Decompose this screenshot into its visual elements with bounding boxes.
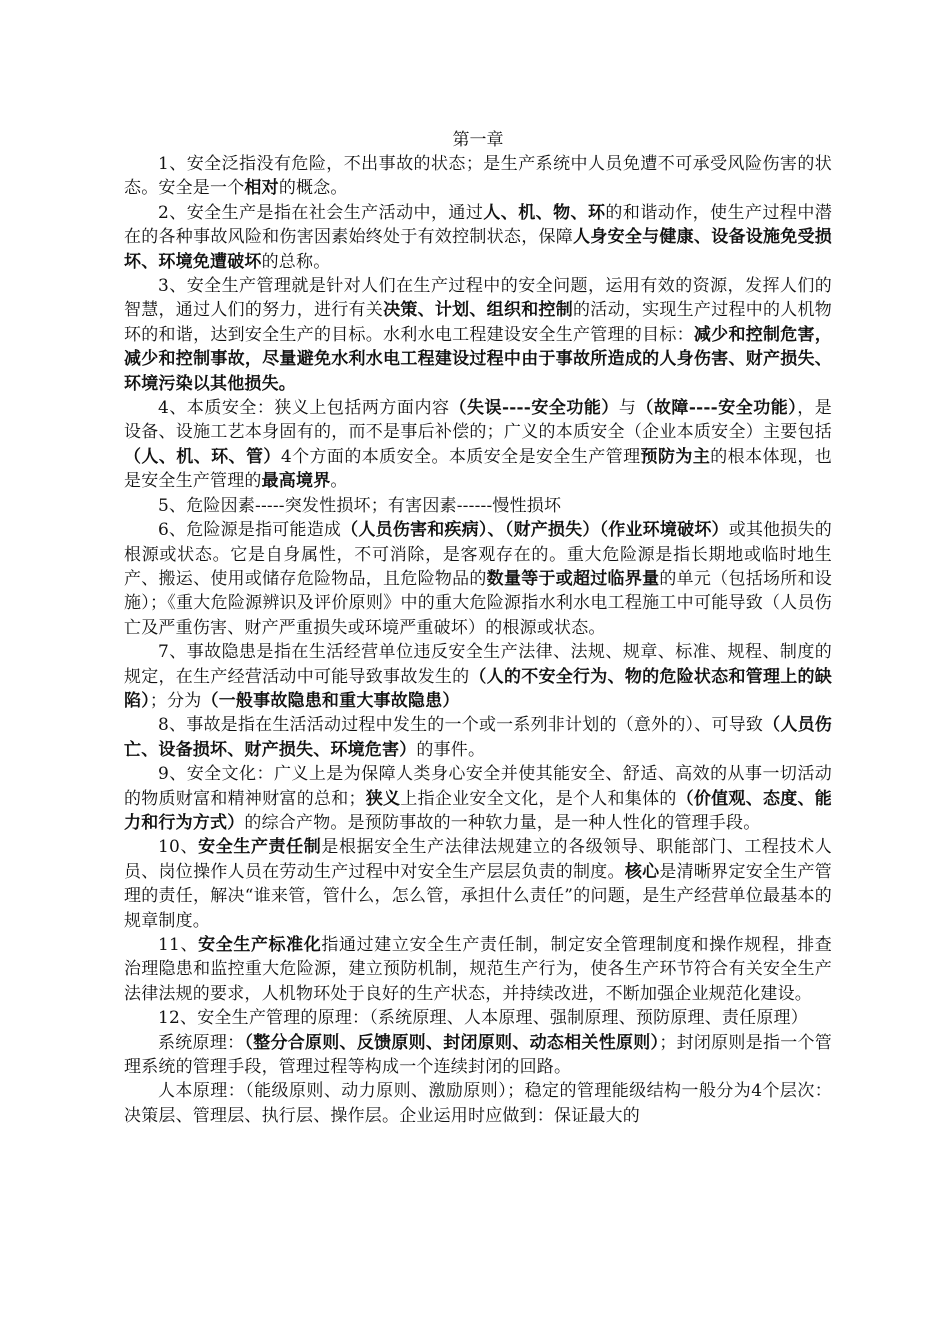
text-run: 与 (618, 398, 637, 419)
text-run: ，是设备、设施工艺本身固有的，而不是事后补偿的；广义的本质安全（企业本质安全）主要包括 (124, 398, 833, 443)
paragraph (124, 640, 832, 713)
bold-text: （人员伤亡、设备损坏、财产损失、环境危害） (124, 715, 832, 760)
paragraph (124, 1031, 832, 1080)
text-run: 7、事故隐患是指在生活经营单位违反安全生产法律、法规、规章、标准、规程、制度的规定，在生产经营活动中可能导致事故发生的 (124, 642, 832, 687)
text-run: 1、安全泛指没有危险，不出事故的状态；是生产系统中人员免遭不可承受风险伤害的状态。安全是一个 (124, 154, 832, 199)
chapter-title: 第一章 (452, 130, 504, 150)
text-run: 人本原理：（能级原则、动力原则、激励原则）；稳定的管理能级结构一般分为4个层次：决策层、管理层、执行层、操作层。企业运用时应做到：保证最大的 (124, 1081, 832, 1126)
text-run: 系统原理： (158, 1032, 245, 1053)
bold-text: 数量等于或超过临界量 (486, 568, 660, 589)
paragraph (124, 518, 832, 640)
bold-text: （故障----安全功能） (636, 398, 798, 419)
text-run: 。 (330, 471, 348, 492)
bold-text: 减少和控制危害，减少和控制事故，尽量避免水利水电工程建设过程中由于事故所造成的人身伤害、财产损失、环境污染以其他损失。 (124, 324, 832, 394)
text-run: 的根本体现，也是安全生产管理的 (124, 446, 832, 492)
bold-text: 狭义 (365, 788, 401, 809)
text-run: 的概念。 (278, 178, 348, 199)
text-run: 上指企业安全文化，是个人和集体的 (400, 788, 677, 809)
paragraph (124, 396, 832, 494)
text-run: 3、安全生产管理就是针对人们在生产过程中的安全问题，运用有效的资源，发挥人们的智慧，通过人们的努力，进行有关 (124, 276, 832, 321)
text-run: 6、危险源是指可能造成 (158, 520, 342, 541)
paragraph (124, 152, 832, 201)
paragraph (124, 762, 832, 835)
bold-text: （人、机、环、管） (124, 446, 281, 467)
paragraph (124, 1006, 832, 1030)
bold-text: 相对 (244, 178, 279, 199)
bold-text: 安全生产标准化 (198, 935, 322, 955)
bold-text: （一般事故隐患和重大事故隐患） (201, 690, 460, 711)
paragraph (124, 713, 832, 762)
bold-text: 决策、计划、组织和控制 (383, 300, 574, 321)
text-run: 9、安全文化：广义上是为保障人类身心安全并使其能安全、舒适、高效的从事一切活动的物质财富和精神财富的总和； (124, 764, 832, 809)
document-page (124, 128, 832, 1128)
text-run: 12、安全生产管理的原理：（系统原理、人本原理、强制原理、预防原理、责任原理） (158, 1008, 808, 1029)
text-run: 5、危险因素-----突发性损坏；有害因素------慢性损坏 (158, 495, 562, 516)
text-run: ；分为 (149, 690, 202, 711)
paragraph (124, 1079, 832, 1128)
text-run: 10、 (158, 837, 199, 858)
paragraph (124, 933, 832, 1006)
paragraph (124, 274, 832, 396)
bold-text: 人、机、物、环 (483, 202, 606, 223)
text-run: 4个方面的本质安全。本质安全是安全生产管理 (280, 446, 641, 467)
text-run: 4、本质安全：狭义上包括两方面内容 (158, 398, 450, 419)
text-run: ；封闭原则是指一个管理系统的管理手段，管理过程等构成一个连续封闭的回路。 (124, 1032, 833, 1078)
bold-text: （整分合原则、反馈原则、封闭原则、动态相关性原则） (244, 1032, 660, 1053)
bold-text: 安全生产责任制 (198, 837, 322, 858)
document-body (124, 152, 832, 1128)
text-run: 或其他损失的根源或状态。它是自身属性，不可消除，是客观存在的。重大危险源是指长期地或临时地生产、搬运、使用或储存危险物品，且危险物品的 (124, 520, 833, 589)
text-run: 的和谐动作，使生产过程中潜在的各种事故风险和伤害因素始终处于有效控制状态，保障 (124, 202, 832, 248)
text-run: 2、安全生产是指在社会生产活动中，通过 (158, 202, 484, 223)
bold-text: 人身安全与健康、设备设施免受损坏、环境免遭破坏 (124, 227, 833, 272)
text-run: 的活动，实现生产过程中的人机物环的和谐，达到安全生产的目标。水利水电工程建设安全生产管理的目标： (124, 300, 833, 345)
text-run: 8、事故是指在生活活动过程中发生的一个或一系列非计划的（意外的）、可导致 (158, 715, 764, 736)
text-run: 的总称。 (261, 251, 331, 272)
bold-text: （价值观、态度、能力和行为方式） (124, 788, 832, 833)
text-run: 指通过建立安全生产责任制，制定安全管理制度和操作规程，排查治理隐患和监控重大危险源，建立预防机制，规范生产行为，使各生产环节符合有关安全生产法律法规的要求，人机物环处于良好的生产状态，并持续改进，不断加强企业规范化建设。 (124, 935, 832, 1004)
text-run: 是清晰界定安全生产管理的责任，解决“谁来管，管什么，怎么管，承担什么责任”的问题，是生产经营单位最基本的规章制度。 (124, 861, 833, 931)
text-run: 的综合产物。是预防事故的一种软力量，是一种人性化的管理手段。 (244, 812, 761, 833)
bold-text: 核心 (624, 861, 660, 882)
paragraph (124, 835, 832, 933)
text-run: 11、 (158, 935, 199, 955)
bold-text: 预防为主 (640, 446, 711, 467)
paragraph (124, 201, 832, 274)
text-run: 的事件。 (416, 739, 486, 760)
paragraph (124, 494, 832, 518)
bold-text: （失误----安全功能） (449, 398, 619, 419)
bold-text: （人员伤害和疾病）、（财产损失）（作业环境破坏） (341, 520, 729, 541)
bold-text: （人的不安全行为、物的危险状态和管理上的缺陷） (124, 666, 833, 711)
text-run: 的单元（包括场所和设施）；《重大危险源辨识及评价原则》中的重大危险源指水利水电工程施工中可能导致（人员伤亡及严重伤害、财产严重损失或环境严重破坏）的根源或状态。 (124, 568, 833, 638)
text-run: 是根据安全生产法律法规建立的各级领导、职能部门、工程技术人员、岗位操作人员在劳动生产过程中对安全生产层层负责的制度。 (124, 837, 832, 882)
bold-text: 最高境界 (261, 471, 331, 492)
